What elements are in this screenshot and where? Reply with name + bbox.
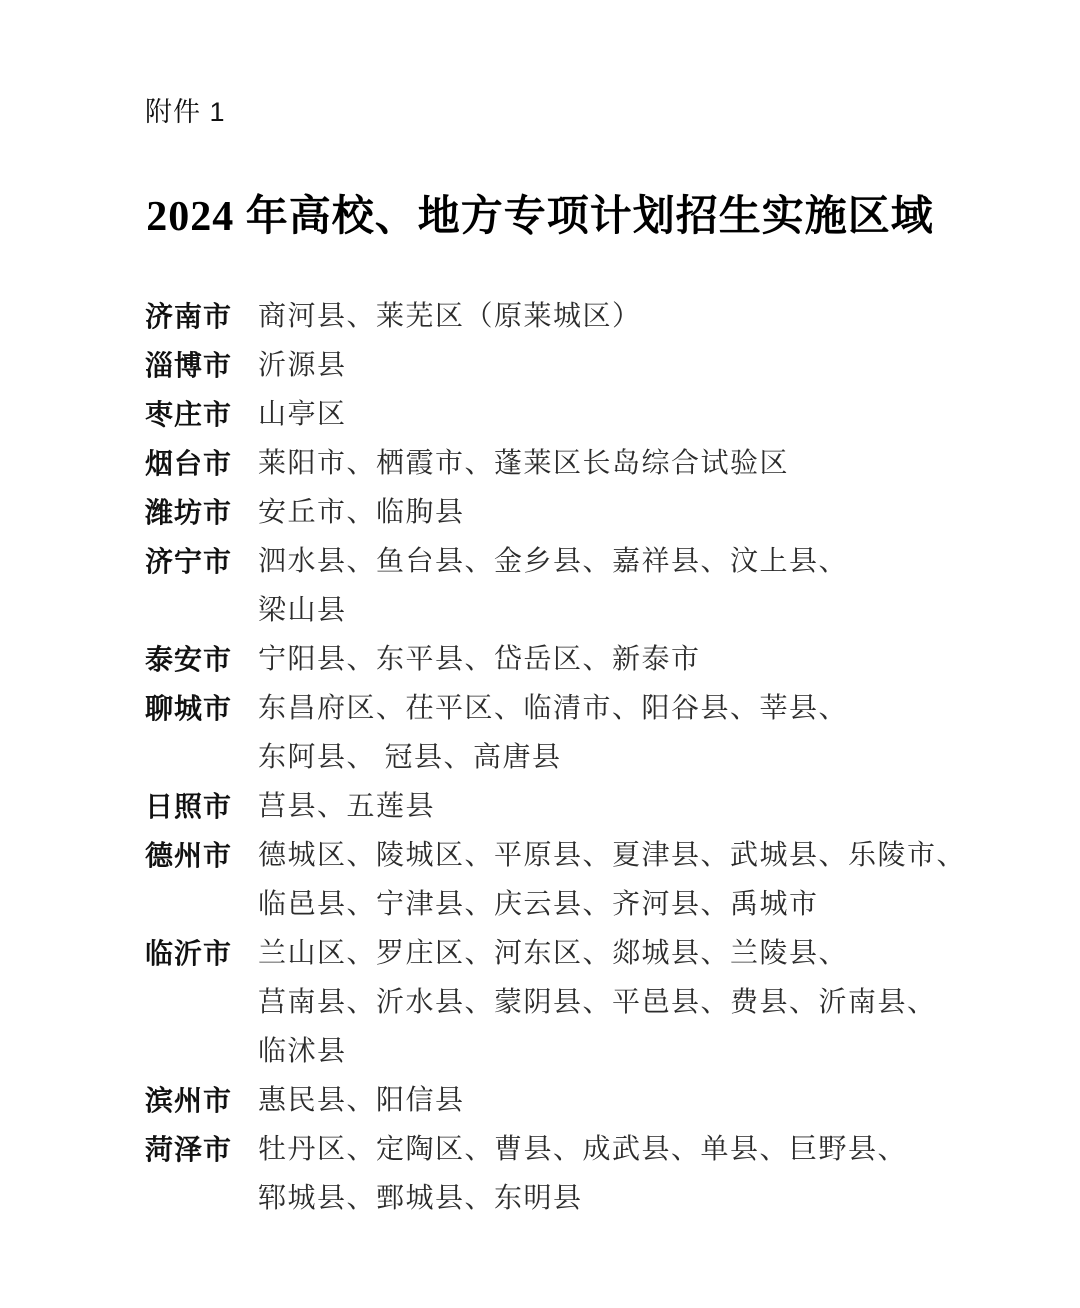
region-line: 兰山区、罗庄区、河东区、郯城县、兰陵县、 <box>258 938 849 969</box>
city-name: 烟台市 <box>145 448 233 479</box>
region-line: 沂源县 <box>258 350 347 381</box>
city-name: 泰安市 <box>145 644 233 675</box>
region-line: 莱阳市、栖霞市、蓬莱区长岛综合试验区 <box>258 448 790 479</box>
region-lines <box>258 390 1040 439</box>
region-lines <box>258 292 1040 341</box>
city-name: 日照市 <box>145 791 233 822</box>
region-line: 莒南县、沂水县、蒙阴县、平邑县、费县、沂南县、 <box>258 987 937 1018</box>
city-name: 枣庄市 <box>145 399 233 430</box>
region-lines <box>258 439 1040 488</box>
region-line: 商河县、莱芜区（原莱城区） <box>258 301 642 332</box>
city-row <box>145 782 1040 831</box>
region-line: 安丘市、临朐县 <box>258 497 465 528</box>
city-name: 临沂市 <box>145 938 233 969</box>
region-line: 泗水县、鱼台县、金乡县、嘉祥县、汶上县、 <box>258 546 849 577</box>
region-list <box>145 292 1040 1223</box>
city-name: 菏泽市 <box>145 1134 233 1165</box>
region-lines <box>258 684 1040 782</box>
region-line: 临沭县 <box>258 1036 347 1067</box>
region-lines <box>258 488 1040 537</box>
region-lines <box>258 831 1040 929</box>
region-line: 德城区、陵城区、平原县、夏津县、武城县、乐陵市、 <box>258 840 967 871</box>
city-name: 潍坊市 <box>145 497 233 528</box>
city-row <box>145 1076 1040 1125</box>
region-line: 东昌府区、茌平区、临清市、阳谷县、莘县、 <box>258 693 849 724</box>
region-lines <box>258 341 1040 390</box>
region-line: 宁阳县、东平县、岱岳区、新泰市 <box>258 644 701 675</box>
city-name: 济宁市 <box>145 546 233 577</box>
region-line: 莒县、五莲县 <box>258 791 436 822</box>
region-line: 临邑县、宁津县、庆云县、齐河县、禹城市 <box>258 889 819 920</box>
city-row <box>145 390 1040 439</box>
city-row <box>145 635 1040 684</box>
region-lines <box>258 537 1040 635</box>
city-name: 滨州市 <box>145 1085 233 1116</box>
city-row <box>145 439 1040 488</box>
city-row <box>145 929 1040 1076</box>
city-row <box>145 684 1040 782</box>
city-row <box>145 292 1040 341</box>
region-line: 山亭区 <box>258 399 347 430</box>
city-row <box>145 1125 1040 1223</box>
region-lines <box>258 929 1040 1076</box>
region-lines <box>258 782 1040 831</box>
city-name: 淄博市 <box>145 350 233 381</box>
city-row <box>145 341 1040 390</box>
region-line: 郓城县、鄄城县、东明县 <box>258 1183 583 1214</box>
region-lines <box>258 1125 1040 1223</box>
city-row <box>145 488 1040 537</box>
region-lines <box>258 1076 1040 1125</box>
region-line: 惠民县、阳信县 <box>258 1085 465 1116</box>
region-line: 梁山县 <box>258 595 347 626</box>
attachment-label: 附件 1 <box>145 97 226 127</box>
city-row <box>145 537 1040 635</box>
city-name: 聊城市 <box>145 693 233 724</box>
region-lines <box>258 635 1040 684</box>
city-name: 德州市 <box>145 840 233 871</box>
city-row <box>145 831 1040 929</box>
region-line: 牡丹区、定陶区、曹县、成武县、单县、巨野县、 <box>258 1134 908 1165</box>
city-name: 济南市 <box>145 301 233 332</box>
page-title: 2024 年高校、地方专项计划招生实施区域 <box>146 194 934 240</box>
region-line: 东阿县、 冠县、高唐县 <box>258 742 562 773</box>
